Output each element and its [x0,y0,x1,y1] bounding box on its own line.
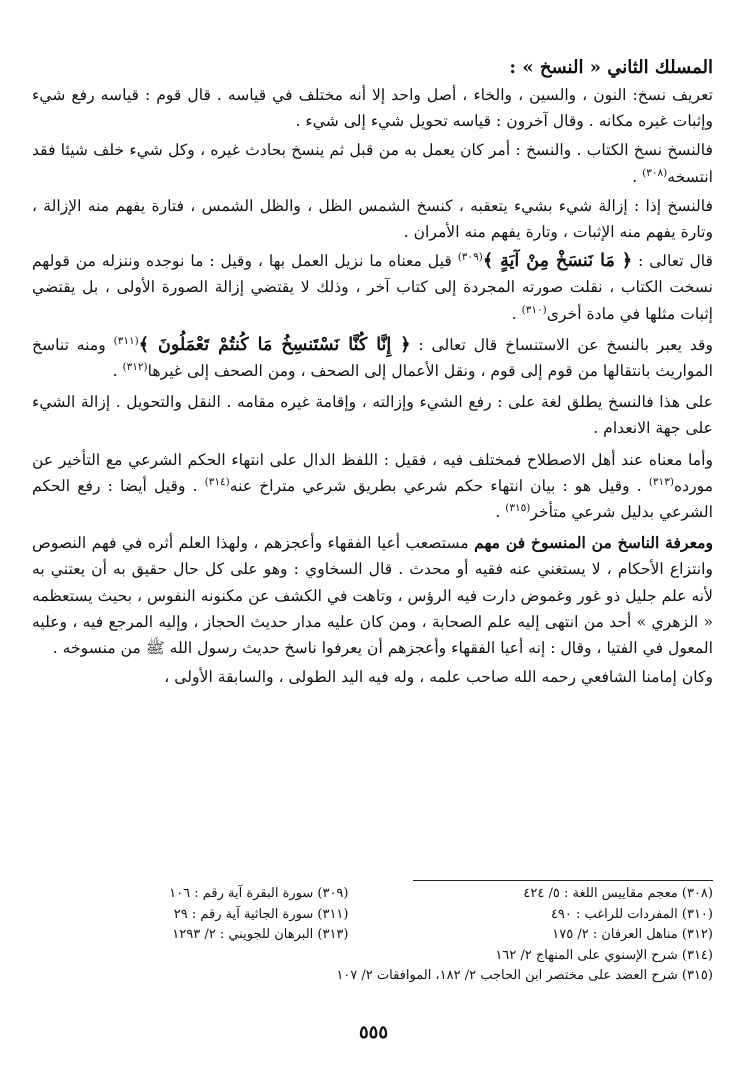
footnote-313: (٣١٣) البرهان للجويني : ٢/ ١٢٩٣ [172,927,349,942]
footnote-312: (٣١٢) مناهل العرفان : ٢/ ١٧٥ [552,927,713,942]
quran-verse: ﴿ إِنَّا كُنَّا نَسْتَنسِخُ مَا كُنتُمْ تَعْمَلُونَ ﴾ [138,334,411,355]
paragraph-8: ومعرفة الناسخ من المنسوخ فن مهم مستصعب أعيا الفقهاء وأعجزهم ، ولهذا العلم أثره في فهم النصوص وانتزاع الأحكام ، لا يستغني عنه فقيه أو محدث . قال السخاوي : وهو على كل حال حقيق به أن يعتني به لأنه علم جليل ذو غور وغموض دارت فيه الرؤس ، وتاهت في الكشف عن مكنونه النفوس ، بحيث يستعظمه « الزهري » أحد من انتهى إليه علم الصحابة ، ومن كان عليه مدار حديث الحجاز ، وإليه المرجع فيه ، وعليه المعول في الفتيا ، وقال : إنه أعيا الفقهاء وأعجزهم أن يعرفوا ناسخ حديث رسول الله ﷺ من منسوخه . [32,533,713,658]
footnote-314: (٣١٤) شرح الإسنوي على المنهاج ٢/ ١٦٢ [495,947,713,963]
paragraph-9: وكان إمامنا الشافعي رحمه الله صاحب علمه ، وله فيه اليد الطولى ، والسابقة الأولى ، [164,668,713,687]
footnote-310: (٣١٠) المفردات للراغب : ٤٩٠ [550,906,713,922]
footnote-311: (٣١١) سورة الجاثية آية رقم : ٢٩ [173,906,349,922]
footnote-ref-311[interactable]: (٣١١) [113,334,139,347]
footnote-divider [413,880,713,881]
main-text [32,56,713,693]
quran-verse: ﴿ مَا نَنسَخْ مِنْ آيَةٍ ﴾ [482,251,633,272]
footnote-315: (٣١٥) شرح العضد على مختصر ابن الحاجب ٢/ ١٨٢، الموافقات ٢/ ١٠٧ [336,968,713,983]
footnote-309: (٣٠٩) سورة البقرة آية رقم : ١٠٦ [169,886,349,901]
footnotes [32,884,713,987]
footnote-ref-313[interactable]: (٣١٣) [648,475,674,488]
paragraph-4: قال تعالى : ﴿ مَا نَنسَخْ مِنْ آيَةٍ ﴾$^{(٣٠٩)}$ قيل معناه ما نزيل العمل بها ، وقيل : ما نوجده وننزله من قولهم نسخت الكتاب ، نقلت صورته المجردة إلى كتاب آخر ، وذلك لا يقتضي إزالة الصورة الأولى ، بل يقتضي إثبات مثلها في مادة أخرى$^{(٣١٠)}$ . [32,251,713,323]
footnote-ref-309[interactable]: (٣٠٩) [457,251,483,264]
paragraph-3: فالنسخ إذا : إزالة شيء بشيء يتعقبه ، كنسخ الشمس الظل ، والظل الشمس ، فتارة يفهم منه الإزالة ، وتارة يفهم منه الإثبات ، وتارة يفهم منه الأمران . [32,196,713,242]
footnote-308: (٣٠٨) معجم مقاييس اللغة : ٥/ ٤٢٤ [523,886,713,901]
paragraph-2: فالنسخ نسخ الكتاب . والنسخ : أمر كان يعمل به من قبل ثم ينسخ بحادث غيره ، وكل شيء خلف شيئا فقد انتسخه$^{(٣٠٨)}$ . [32,141,713,186]
footnote-ref-310[interactable]: (٣١٠) [521,303,547,316]
footnote-ref-312[interactable]: (٣١٢) [122,360,148,373]
footnote-ref-315[interactable]: (٣١٥) [505,501,531,514]
paragraph-6: على هذا فالنسخ يطلق لغة على : رفع الشيء وإزالته ، وإقامة غيره مقامه . النقل والتحويل . إزالة الشيء على جهة الانعدام . [32,393,713,438]
footnote-ref-314[interactable]: (٣١٤) [204,475,230,488]
paragraph-5: وقد يعبر بالنسخ عن الاستنساخ قال تعالى : ﴿ إِنَّا كُنَّا نَسْتَنسِخُ مَا كُنتُمْ تَعْمَلُونَ ﴾$^{(٣١١)}$ ومنه تناسخ المواريث بانتقالها من قوم إلى قوم ، ونقل الأعمال إلى الصحف ، ومن الصحف إلى غيرها$^{(٣١٢)}$ . [32,334,713,381]
paragraph-7: وأما معناه عند أهل الاصطلاح فمختلف فيه ، فقيل : اللفظ الدال على انتهاء الحكم الشرعي مع التأخير عن مورده$^{(٣١٣)}$ . وقيل هو : بيان انتهاء حكم شرعي بطريق شرعي متراخ عنه$^{(٣١٤)}$ . وقيل أيضا : رفع الحكم الشرعي بدليل شرعي متأخر$^{(٣١٥)}$ . [32,450,714,522]
page-number: ٥٥٥ [358,1022,388,1043]
footnote-ref-308[interactable]: (٣٠٨) [642,166,668,179]
bold-lead: ومعرفة الناسخ من المنسوخ فن مهم [474,533,713,553]
paragraph-1: تعريف نسخ: النون ، والسين ، والخاء ، أصل واحد إلا أنه مختلف في قياسه . قال قوم : قياسه رفع شيء وإثبات غيره مكانه . وقال آخرون : قياسه تحويل شيء إلى شيء . [32,86,713,131]
section-heading: المسلك الثاني « النسخ » : [509,57,713,78]
